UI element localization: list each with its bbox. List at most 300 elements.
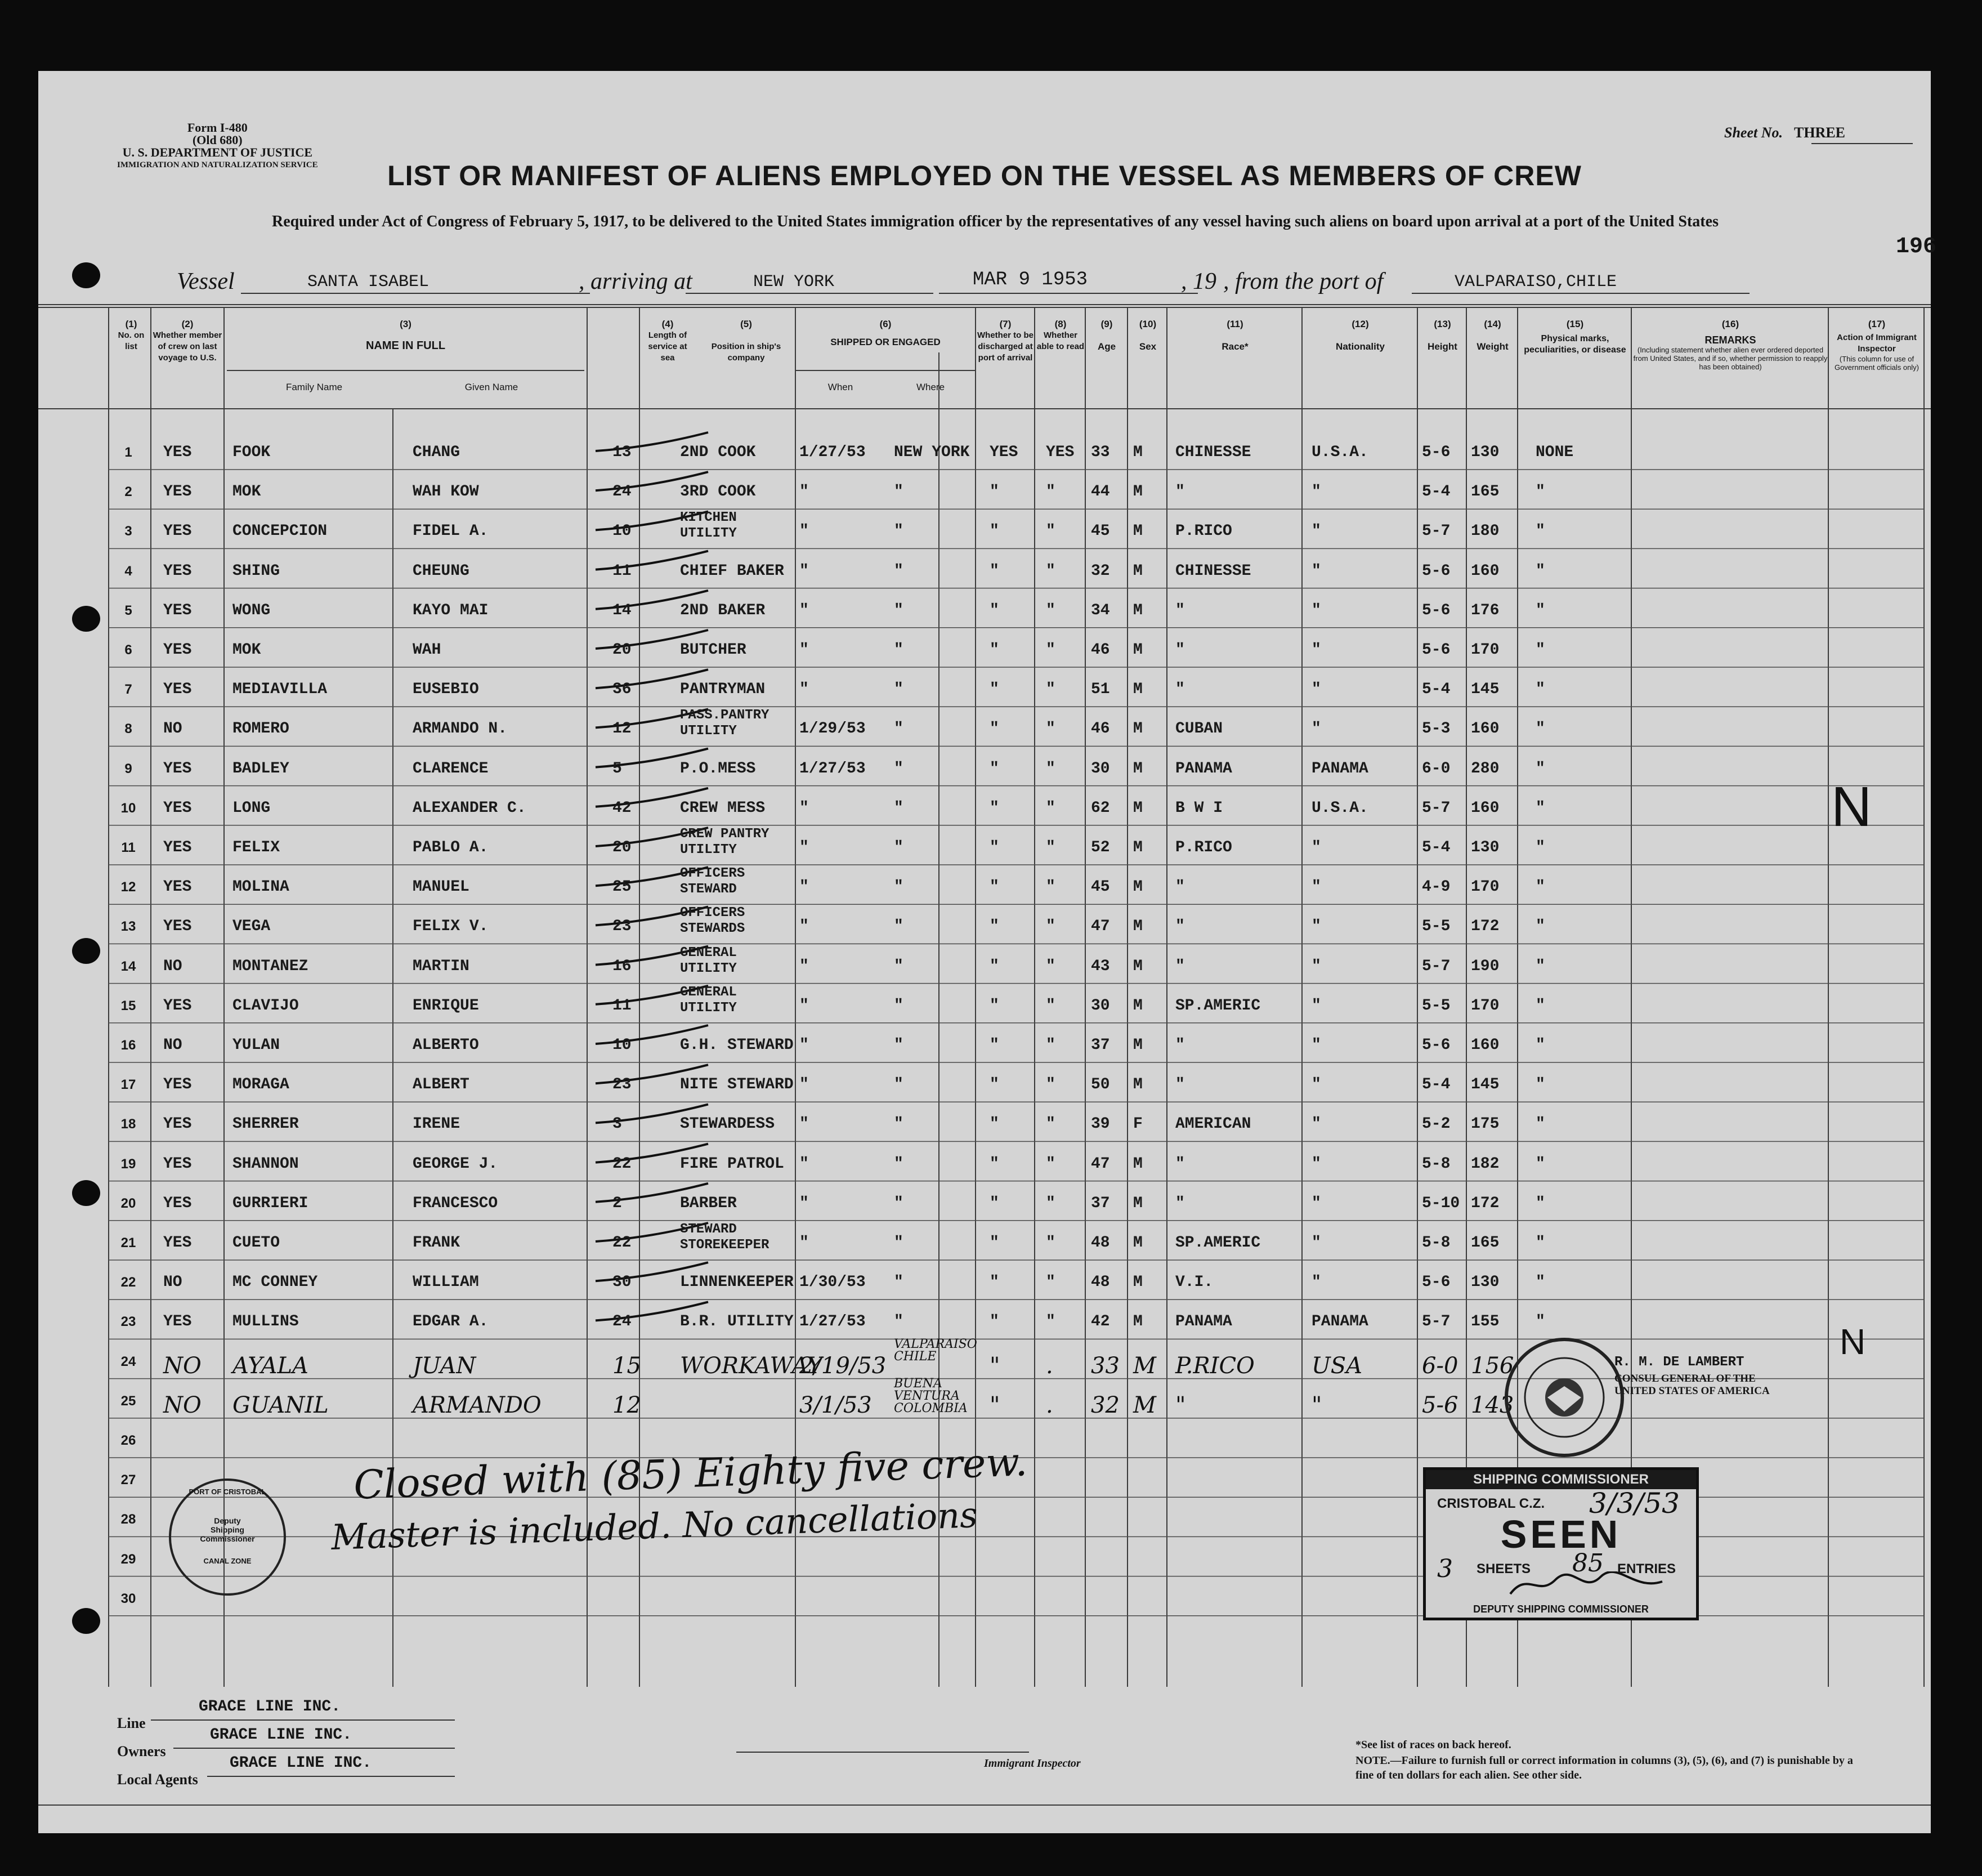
cell-age: 48 (1091, 1274, 1110, 1292)
cell-crew: YES (163, 1076, 192, 1094)
cristobal-seal: PORT OF CRISTOBAL Deputy Shipping Commissioner CANAL ZONE (169, 1479, 286, 1596)
cell-race: B W I (1175, 799, 1223, 817)
cell-position: FIRE PATROL (680, 1155, 784, 1173)
cell-given: GEORGE J. (413, 1155, 498, 1173)
cell-weight: 190 (1471, 957, 1500, 975)
cell-crew: YES (163, 799, 192, 817)
cell-position: WORKAWAY (680, 1352, 822, 1379)
cell-age: 62 (1091, 799, 1110, 817)
cell-position: STEWARD STOREKEEPER (680, 1222, 769, 1253)
cell-given: ALEXANDER C. (413, 799, 526, 817)
cell-crew: YES (163, 1313, 192, 1331)
cell-when: " (799, 601, 809, 619)
cell-marks: " (1536, 918, 1545, 936)
cell-position: PANTRYMAN (680, 681, 766, 699)
cell-when: " (799, 1155, 809, 1173)
cell-service: 12 (612, 1392, 641, 1418)
cell-nat: U.S.A. (1312, 444, 1368, 461)
subheader-family: Family Name (285, 382, 343, 392)
cell-family: MONTANEZ (232, 957, 308, 975)
stamp-seen: SEEN (1500, 1512, 1622, 1556)
cell-position: GENERAL UTILITY (680, 945, 737, 976)
row-number: 29 (120, 1551, 136, 1567)
cell-where: " (894, 1234, 903, 1252)
col-header-2: (2) Whether member of crew on last voyage to U.S. (153, 319, 222, 363)
row-number: 8 (124, 721, 132, 737)
cell-sex: M (1133, 681, 1143, 699)
cell-age: 45 (1091, 522, 1110, 541)
cell-family: MOK (232, 483, 261, 501)
cell-given: ARMANDO N. (413, 720, 508, 738)
cell-service: 42 (612, 799, 632, 817)
col-header-16: (16) REMARKS (Including statement whether alien ever ordered deported from United States, and if so, whether permission to reapply has been obtained) (1633, 319, 1828, 371)
cell-position: B.R. UTILITY (680, 1313, 794, 1331)
cell-marks: " (1536, 957, 1545, 975)
cell-family: GURRIERI (232, 1194, 308, 1212)
cell-marks: " (1536, 720, 1545, 738)
row-number: 2 (124, 484, 132, 500)
cell-age: 30 (1091, 997, 1110, 1015)
service-name: IMMIGRATION AND NATURALIZATION SERVICE (117, 160, 318, 169)
cell-weight: 280 (1471, 760, 1500, 778)
cell-age: 39 (1091, 1115, 1110, 1133)
cell-nat: " (1312, 1115, 1321, 1133)
cell-race: " (1175, 641, 1185, 659)
cell-race: CHINESSE (1175, 444, 1251, 461)
row-number: 21 (120, 1235, 136, 1250)
cell-crew: NO (163, 1037, 182, 1054)
cell-position: OFFICERS STEWARD (680, 866, 745, 897)
cell-service: 5 (612, 760, 622, 778)
cell-sex: M (1133, 720, 1143, 738)
cell-position: STEWARDESS (680, 1115, 775, 1133)
cell-race: " (1175, 1194, 1185, 1212)
cell-disch: " (990, 720, 999, 738)
cell-height: 5-7 (1422, 1313, 1451, 1331)
cell-when: 1/30/53 (799, 1274, 866, 1292)
cell-height: 5-5 (1422, 997, 1451, 1015)
cell-where: " (894, 1155, 903, 1173)
row-number: 22 (120, 1275, 136, 1290)
cell-service: 22 (612, 1234, 632, 1252)
page-stamp-number: 196 (1896, 234, 1937, 260)
cell-given: IRENE (413, 1115, 460, 1133)
cell-read: " (1046, 1194, 1055, 1212)
row-number: 14 (120, 958, 136, 974)
cell-family: GUANIL (232, 1392, 329, 1418)
inspector-mark: N (1840, 1321, 1866, 1362)
shipping-commissioner-stamp (1423, 1467, 1699, 1620)
cell-age: 43 (1091, 957, 1110, 975)
cell-height: 4-9 (1422, 878, 1451, 896)
cell-read: YES (1046, 444, 1075, 461)
cell-disch: " (990, 1392, 1000, 1418)
penalty-note: NOTE.—Failure to furnish full or correct information in columns (3), (5), (6), and (7) is punishable by a fine of ten dollars for each alien. See other side. (1355, 1754, 1853, 1781)
cell-crew: YES (163, 1234, 192, 1252)
consul-name: R. M. DE LAMBERT (1614, 1355, 1744, 1370)
cell-marks: " (1536, 601, 1545, 619)
cell-crew: YES (163, 760, 192, 778)
cell-position: PASS.PANTRY UTILITY (680, 708, 769, 739)
cell-where: " (894, 601, 903, 619)
cell-family: MULLINS (232, 1313, 299, 1331)
cell-read: " (1046, 522, 1055, 541)
col-header-11: (11) Race* (1222, 319, 1249, 352)
cell-crew: NO (163, 1274, 182, 1292)
cell-position: BUTCHER (680, 641, 746, 659)
races-note: *See list of races on back hereof. (1355, 1739, 1511, 1751)
cell-service: 30 (612, 1274, 632, 1292)
row-number: 13 (120, 919, 136, 935)
cell-service: 11 (612, 997, 632, 1015)
row-number: 4 (124, 563, 132, 579)
cell-disch: " (990, 641, 999, 659)
cell-disch: " (990, 1274, 999, 1292)
cell-weight: 155 (1471, 1313, 1500, 1331)
cell-where: " (894, 562, 903, 580)
cell-sex: M (1133, 1274, 1143, 1292)
cell-sex: M (1133, 1352, 1156, 1379)
cell-read: " (1046, 641, 1055, 659)
arriving-port: NEW YORK (753, 273, 835, 292)
cell-weight: 143 (1471, 1392, 1514, 1418)
cell-read: " (1046, 681, 1055, 699)
cell-nat: " (1312, 839, 1321, 856)
cell-age: 32 (1091, 1392, 1120, 1418)
cell-marks: " (1536, 799, 1545, 817)
cell-read: " (1046, 957, 1055, 975)
line-label: Line (117, 1715, 146, 1731)
cell-where: " (894, 760, 903, 778)
cell-given: CHANG (413, 444, 460, 461)
cell-sex: M (1133, 1194, 1143, 1212)
cell-service: 14 (612, 601, 632, 619)
closing-note-line1: Closed with (85) Eighty five crew. (352, 1439, 1028, 1508)
col-header-14: (14) Weight (1477, 319, 1509, 352)
cell-height: 5-3 (1422, 720, 1451, 738)
cell-service: 3 (612, 1115, 622, 1133)
cell-family: MORAGA (232, 1076, 289, 1094)
cell-crew: YES (163, 878, 192, 896)
cell-height: 5-2 (1422, 1115, 1451, 1133)
department-name: U. S. DEPARTMENT OF JUSTICE (122, 145, 313, 159)
cell-service: 36 (612, 681, 632, 699)
cell-sex: F (1133, 1115, 1143, 1133)
cell-sex: M (1133, 444, 1143, 461)
cell-disch: " (990, 1234, 999, 1252)
cell-family: MC CONNEY (232, 1274, 318, 1292)
col-header-8: (8) Whether able to read (1036, 319, 1085, 351)
closing-note-line2: Master is included. No cancellations (330, 1494, 978, 1558)
cell-where: NEW YORK (894, 444, 970, 461)
cell-marks: " (1536, 681, 1545, 699)
cell-position: GENERAL UTILITY (680, 984, 737, 1016)
cell-age: 33 (1091, 444, 1110, 461)
cell-age: 42 (1091, 1313, 1110, 1331)
cell-weight: 170 (1471, 878, 1500, 896)
cell-nat: PANAMA (1312, 760, 1368, 778)
stamp-header: SHIPPING COMMISSIONER (1426, 1470, 1696, 1489)
cell-nat: " (1312, 878, 1321, 896)
row-number: 15 (120, 998, 136, 1013)
row-number: 16 (120, 1038, 136, 1053)
cell-crew: NO (163, 957, 182, 975)
cell-disch: " (990, 1313, 999, 1331)
cell-service: 22 (612, 1155, 632, 1173)
cell-position: G.H. STEWARD (680, 1037, 794, 1054)
cell-sex: M (1133, 839, 1143, 856)
cell-crew: NO (163, 720, 182, 738)
cell-when: " (799, 1037, 809, 1054)
cell-nat: U.S.A. (1312, 799, 1368, 817)
cell-where: VALPARAISO CHILE (894, 1337, 977, 1364)
col-header-6: (6) SHIPPED OR ENGAGED (830, 319, 941, 347)
cell-disch: " (990, 1155, 999, 1173)
row-number: 3 (124, 524, 132, 539)
cell-crew: YES (163, 918, 192, 936)
col-header-4: (4) Length of service at sea (648, 319, 687, 363)
stamp-sheets-value: 3 (1437, 1555, 1453, 1583)
cell-crew: YES (163, 562, 192, 580)
cell-where: " (894, 839, 903, 856)
cell-crew: YES (163, 997, 192, 1015)
cell-when: " (799, 799, 809, 817)
cell-family: FOOK (232, 444, 271, 461)
cell-crew: YES (163, 1194, 192, 1212)
cell-nat: " (1312, 957, 1321, 975)
cell-disch: " (990, 1115, 999, 1133)
cell-race: SP.AMERIC (1175, 997, 1261, 1015)
cell-where: BUENA VENTURA COLOMBIA (894, 1376, 968, 1415)
cell-crew: NO (163, 1352, 202, 1379)
cell-weight: 165 (1471, 483, 1500, 501)
vessel-label: Vessel (177, 269, 235, 294)
arrival-date-stamp: MAR 9 1953 (973, 269, 1088, 291)
cell-height: 5-6 (1422, 1037, 1451, 1054)
cell-position: LINNENKEEPER (680, 1274, 794, 1292)
cell-service: 13 (612, 444, 632, 461)
cell-read: " (1046, 1037, 1055, 1054)
cell-crew: YES (163, 641, 192, 659)
cell-disch: " (990, 957, 999, 975)
cell-service: 23 (612, 1076, 632, 1094)
cell-family: ROMERO (232, 720, 289, 738)
cell-weight: 170 (1471, 641, 1500, 659)
cell-family: MOLINA (232, 878, 289, 896)
row-number: 30 (120, 1591, 136, 1606)
cell-height: 5-6 (1422, 601, 1451, 619)
cell-nat: " (1312, 601, 1321, 619)
cell-nat: " (1312, 918, 1321, 936)
cell-height: 6-0 (1422, 1352, 1458, 1379)
cell-family: WONG (232, 601, 271, 619)
cell-nat: " (1312, 681, 1321, 699)
cell-sex: M (1133, 799, 1143, 817)
cell-disch: " (990, 997, 999, 1015)
cell-read: " (1046, 918, 1055, 936)
cell-when: 1/27/53 (799, 444, 866, 461)
subheader-when: When (827, 382, 853, 392)
cell-nat: " (1312, 1037, 1321, 1054)
cell-sex: M (1133, 957, 1143, 975)
cell-marks: " (1536, 1155, 1545, 1173)
cell-race: " (1175, 1076, 1185, 1094)
cell-nat: " (1312, 1155, 1321, 1173)
cell-read: " (1046, 1155, 1055, 1173)
cell-nat: " (1312, 562, 1321, 580)
cell-weight: 160 (1471, 799, 1500, 817)
cell-disch: " (990, 1037, 999, 1054)
cell-given: ENRIQUE (413, 997, 479, 1015)
cell-race: " (1175, 1037, 1185, 1054)
stamp-date: 3/3/53 (1589, 1487, 1680, 1520)
cell-nat: " (1312, 1234, 1321, 1252)
row-number: 27 (120, 1472, 136, 1488)
cell-weight: 130 (1471, 444, 1500, 461)
cell-read: " (1046, 1313, 1055, 1331)
cell-position: P.O.MESS (680, 760, 756, 778)
vessel-name: SANTA ISABEL (307, 273, 429, 292)
cell-service: 24 (612, 1313, 632, 1331)
cell-sex: M (1133, 483, 1143, 501)
cell-when: " (799, 483, 809, 501)
cell-weight: 172 (1471, 918, 1500, 936)
cell-height: 5-6 (1422, 444, 1451, 461)
inspector-label: Immigrant Inspector (984, 1757, 1081, 1770)
cell-sex: M (1133, 918, 1143, 936)
cell-disch: " (990, 681, 999, 699)
cell-sex: M (1133, 522, 1143, 541)
cell-race: AMERICAN (1175, 1115, 1251, 1133)
cell-race: " (1175, 483, 1185, 501)
row-number: 19 (120, 1156, 136, 1172)
cell-race: P.RICO (1175, 1352, 1255, 1379)
cell-race: " (1175, 878, 1185, 896)
cell-disch: " (990, 839, 999, 856)
cell-read: " (1046, 562, 1055, 580)
cell-given: FRANK (413, 1234, 460, 1252)
cell-position: CHIEF BAKER (680, 562, 784, 580)
cell-race: PANAMA (1175, 760, 1232, 778)
cell-height: 5-8 (1422, 1155, 1451, 1173)
cell-family: CUETO (232, 1234, 280, 1252)
cell-marks: " (1536, 483, 1545, 501)
cell-read: " (1046, 1076, 1055, 1094)
cell-age: 45 (1091, 878, 1110, 896)
subheader-given: Given Name (464, 382, 518, 392)
cell-where: " (894, 918, 903, 936)
cell-weight: 175 (1471, 1115, 1500, 1133)
cell-position: KITCHEN UTILITY (680, 510, 737, 542)
cell-marks: " (1536, 1115, 1545, 1133)
cell-sex: M (1133, 601, 1143, 619)
cell-marks: " (1536, 641, 1545, 659)
row-number: 1 (124, 445, 132, 460)
cell-age: 32 (1091, 562, 1110, 580)
consulate-seal (1505, 1338, 1624, 1457)
cell-when: " (799, 957, 809, 975)
cell-where: " (894, 957, 903, 975)
cell-read: " (1046, 1274, 1055, 1292)
cell-given: PABLO A. (413, 839, 489, 856)
cell-where: " (894, 878, 903, 896)
cell-weight: 145 (1471, 681, 1500, 699)
cell-service: 23 (612, 918, 632, 936)
cell-family: SHING (232, 562, 280, 580)
cell-read: " (1046, 760, 1055, 778)
cell-age: 51 (1091, 681, 1110, 699)
cell-disch: " (990, 918, 999, 936)
cell-height: 5-5 (1422, 918, 1451, 936)
cell-sex: M (1133, 760, 1143, 778)
cell-given: EUSEBIO (413, 681, 479, 699)
cell-family: SHANNON (232, 1155, 299, 1173)
cell-service: 12 (612, 720, 632, 738)
cell-service: 20 (612, 839, 632, 856)
cell-race: SP.AMERIC (1175, 1234, 1261, 1252)
cell-sex: M (1133, 562, 1143, 580)
cell-disch: " (990, 562, 999, 580)
cell-given: JUAN (413, 1352, 476, 1379)
subheader-where: Where (916, 382, 945, 392)
agents-label: Local Agents (117, 1771, 198, 1788)
cell-where: " (894, 997, 903, 1015)
row-number: 25 (120, 1393, 136, 1409)
stamp-sheets-label: SHEETS (1477, 1561, 1531, 1576)
cell-service: 25 (612, 878, 632, 896)
cell-disch: YES (990, 444, 1018, 461)
cell-position: BARBER (680, 1194, 737, 1212)
cell-when: " (799, 878, 809, 896)
cell-nat: " (1312, 720, 1321, 738)
cell-race: CHINESSE (1175, 562, 1251, 580)
form-number: Form I-480 (187, 120, 248, 135)
cell-crew: YES (163, 483, 192, 501)
cell-sex: M (1133, 1234, 1143, 1252)
row-number: 11 (121, 840, 136, 855)
form-old-number: (Old 680) (192, 133, 243, 147)
cell-service: 2 (612, 1194, 622, 1212)
cell-given: FIDEL A. (413, 522, 489, 541)
cell-age: 52 (1091, 839, 1110, 856)
cell-when: " (799, 641, 809, 659)
cell-where: " (894, 1194, 903, 1212)
cell-when: " (799, 997, 809, 1015)
cell-age: 37 (1091, 1194, 1110, 1212)
agents-value: GRACE LINE INC. (230, 1754, 372, 1772)
cell-age: 30 (1091, 760, 1110, 778)
sheet-value: THREE (1794, 124, 1846, 141)
row-number: 6 (124, 642, 132, 658)
cell-read: . (1046, 1392, 1053, 1418)
cell-crew: YES (163, 839, 192, 856)
eagle-seal-icon (1508, 1341, 1621, 1454)
cell-height: 5-6 (1422, 1274, 1451, 1292)
cell-race: P.RICO (1175, 839, 1232, 856)
cell-family: CLAVIJO (232, 997, 299, 1015)
cell-marks: " (1536, 1037, 1545, 1054)
col-header-10: (10) Sex (1139, 319, 1157, 352)
cell-read: . (1046, 1352, 1053, 1379)
cell-service: 20 (612, 641, 632, 659)
cell-weight: 130 (1471, 839, 1500, 856)
cell-given: MARTIN (413, 957, 469, 975)
cell-race: PANAMA (1175, 1313, 1232, 1331)
cell-sex: M (1133, 1313, 1143, 1331)
cell-marks: " (1536, 839, 1545, 856)
cell-when: 2/19/53 (799, 1352, 887, 1379)
cell-crew: YES (163, 1115, 192, 1133)
